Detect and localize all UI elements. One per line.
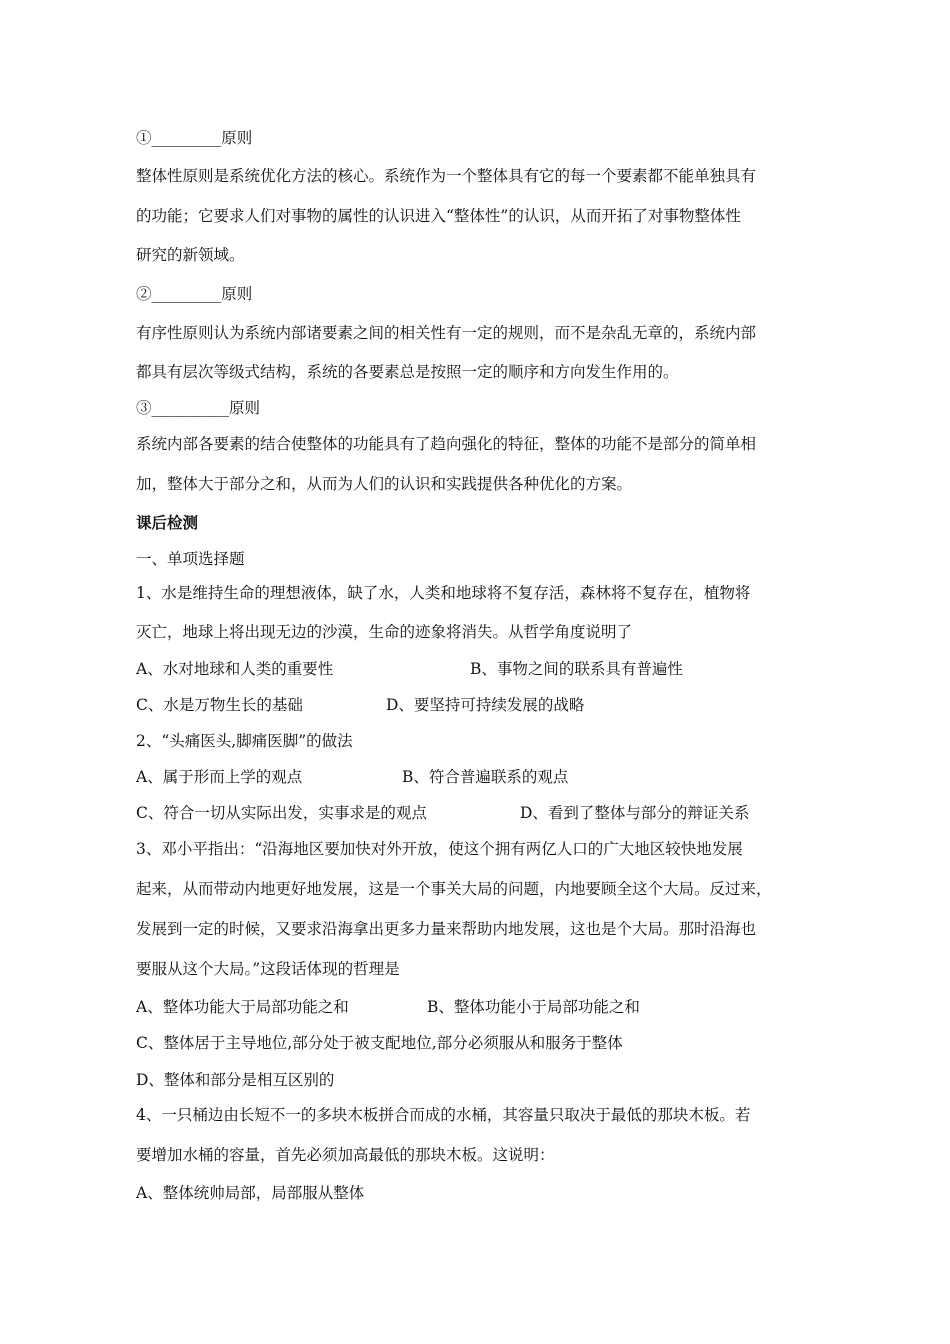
- principle-1-text-line: 的功能；它要求人们对事物的属性的认识进入“整体性”的认识，从而开拓了对事物整体性: [136, 207, 741, 225]
- question-3-stem-line: 3、邓小平指出：“沿海地区要加快对外开放，使这个拥有两亿人口的广大地区较快地发展: [136, 840, 743, 858]
- subsection-title: 一、单项选择题: [136, 550, 245, 568]
- principle-1-heading: ①_________原则: [136, 129, 253, 147]
- question-3-option-b: B、整体功能小于局部功能之和: [427, 998, 640, 1016]
- principle-2-text-line: 都具有层次等级式结构，系统的各要素总是按照一定的顺序和方向发生作用的。: [136, 363, 679, 381]
- question-3-stem-line: 要服从这个大局。”这段话体现的哲理是: [136, 960, 400, 978]
- question-4-option-a: A、整体统帅局部，局部服从整体: [136, 1184, 365, 1202]
- principle-2-heading: ②_________原则: [136, 285, 253, 303]
- question-1-stem-line: 1、水是维持生命的理想液体，缺了水，人类和地球将不复存活，森林将不复存在，植物将: [136, 584, 751, 602]
- question-2-option-a: A、属于形而上学的观点: [136, 768, 303, 786]
- question-1-option-d: D、要坚持可持续发展的战略: [386, 696, 585, 714]
- principle-3-heading: ③__________原则: [136, 399, 261, 417]
- question-3-stem-line: 发展到一定的时候，又要求沿海拿出更多力量来帮助内地发展，这也是个大局。那时沿海也: [136, 920, 757, 938]
- question-2-option-d: D、看到了整体与部分的辩证关系: [520, 804, 750, 822]
- question-1-option-c: C、水是万物生长的基础: [136, 696, 303, 714]
- principle-1-text-line: 研究的新领域。: [136, 246, 245, 264]
- question-1-option-a: A、水对地球和人类的重要性: [136, 660, 334, 678]
- question-3-option-a: A、整体功能大于局部功能之和: [136, 998, 349, 1016]
- question-1-stem-line: 灭亡，地球上将出现无边的沙漠，生命的迹象将消失。从哲学角度说明了: [136, 623, 633, 641]
- question-4-stem-line: 4、一只桶边由长短不一的多块木板拼合而成的水桶，其容量只取决于最低的那块木板。若: [136, 1106, 751, 1124]
- principle-1-text-line: 整体性原则是系统优化方法的核心。系统作为一个整体具有它的每一个要素都不能单独具有: [136, 167, 757, 185]
- question-4-stem-line: 要增加水桶的容量，首先必须加高最低的那块木板。这说明：: [136, 1146, 555, 1164]
- section-title: 课后检测: [136, 514, 199, 532]
- principle-2-text-line: 有序性原则认为系统内部诸要素之间的相关性有一定的规则，而不是杂乱无章的，系统内部: [136, 324, 757, 342]
- question-3-stem-line: 起来，从而带动内地更好地发展，这是一个事关大局的问题，内地要顾全这个大局。反过来，: [136, 880, 772, 898]
- question-2-stem-line: 2、“头痛医头,脚痛医脚”的做法: [136, 732, 353, 750]
- question-3-option-d: D、整体和部分是相互区别的: [136, 1071, 335, 1089]
- question-1-option-b: B、事物之间的联系具有普遍性: [470, 660, 683, 678]
- question-2-option-b: B、符合普遍联系的观点: [402, 768, 569, 786]
- question-2-option-c: C、符合一切从实际出发，实事求是的观点: [136, 804, 427, 822]
- principle-3-text-line: 加，整体大于部分之和，从而为人们的认识和实践提供各种优化的方案。: [136, 475, 633, 493]
- principle-3-text-line: 系统内部各要素的结合使整体的功能具有了趋向强化的特征，整体的功能不是部分的简单相: [136, 435, 757, 453]
- question-3-option-c: C、整体居于主导地位,部分处于被支配地位,部分必须服从和服务于整体: [136, 1034, 623, 1052]
